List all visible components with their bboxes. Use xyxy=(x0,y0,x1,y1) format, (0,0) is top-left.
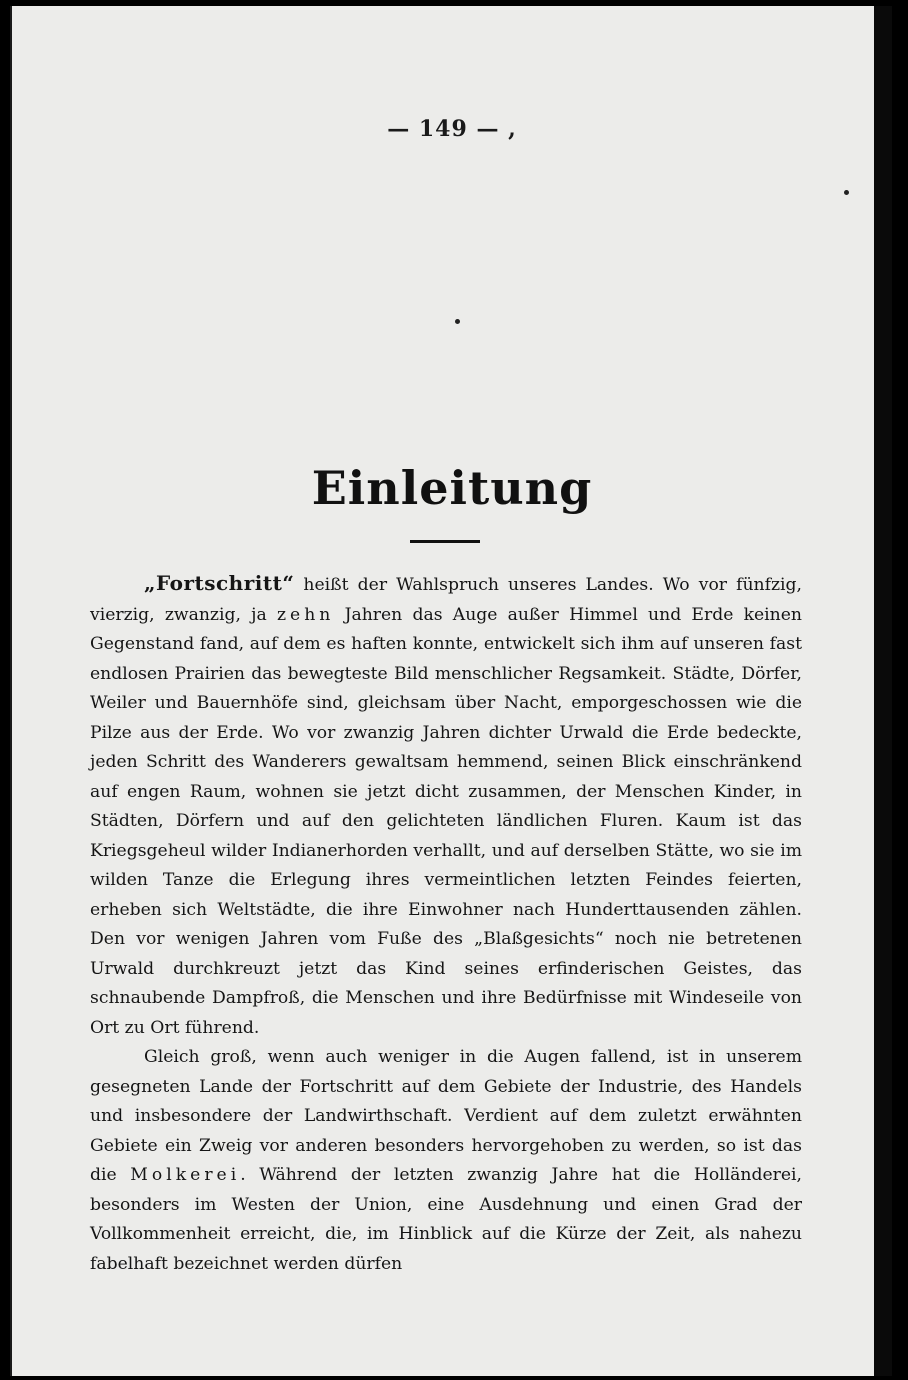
paragraph-2 xyxy=(90,1043,802,1279)
paragraph-2-text-a: Gleich groß, wenn auch weniger in die Augen fallend, ist in unserem gesegneten Lande der Fortschritt auf dem Gebiete der Industrie, des Handels und insbesondere der Landwirthschaft. Verdient auf dem zuletzt erwähnten Gebiete ein Zweig vor anderen besonders hervorgehoben zu werden, so ist das die xyxy=(90,1047,802,1185)
emphasized-word: zehn xyxy=(276,604,335,625)
page-number: — 149 — , xyxy=(387,116,517,142)
page-edge-shadow xyxy=(874,6,892,1376)
chapter-heading: Einleitung xyxy=(311,461,593,515)
emphasized-word: Molkerei xyxy=(130,1165,241,1185)
heading-rule xyxy=(410,540,480,543)
paragraph-1-text-b: Jahren das Auge außer Himmel und Erde keinen Gegenstand fand, auf dem es haften konnte, entwickelt sich ihm auf unseren fast endlosen Prairien das bewegteste Bild menschlicher Regsamkeit. Städte, Dörfer, Weiler und Bauernhöfe sind, gleichsam über Nacht, emporgeschossen wie die Pilze aus der Erde. Wo vor zwanzig Jahren dichter Urwald die Erde bedeckte, jeden Schritt des Wanderers gewaltsam hemmend, seinen Blick einschränkend auf engen Raum, wohnen sie jetzt dicht zusammen, der Menschen Kinder, in Städten, Dörfern und auf den gelichteten ländlichen Fluren. Kaum ist das Kriegsgeheul wilder Indianerhorden verhallt, und auf derselben Stätte, wo sie im wilden Tanze die Erlegung ihres vermeintlichen letzten Feindes feierten, erheben sich Weltstädte, die ihre Einwohner nach Hunderttausenden zählen. Den vor wenigen Jahren vom Fuße des „Blaßgesichts“ noch nie betretenen Urwald durchkreuzt jetzt das Kind seines erfinderischen Geistes, das schnaubende Dampfroß, die Menschen und ihre Bedürfnisse mit Windeseile von Ort zu Ort führend. xyxy=(90,604,802,1038)
paragraph-2-text-b: . Während der letzten zwanzig Jahre hat die Holländerei, besonders im Westen der Union, eine Ausdehnung und einen Grad der Vollkommenheit erreicht, die, im Hinblick auf die Kürze der Zeit, als nahezu fabelhaft bezeichnet werden dürfen xyxy=(90,1165,802,1274)
paragraph-1-text-a: heißt der Wahlspruch unseres Landes. Wo vor fünfzig, vierzig, zwanzig, ja xyxy=(90,575,802,625)
body-text xyxy=(90,569,802,1279)
ink-speck xyxy=(844,190,849,195)
ink-speck xyxy=(455,319,460,324)
lead-word: „Fortschritt“ xyxy=(144,571,295,595)
book-page xyxy=(10,6,892,1376)
paragraph-1 xyxy=(90,569,802,1043)
